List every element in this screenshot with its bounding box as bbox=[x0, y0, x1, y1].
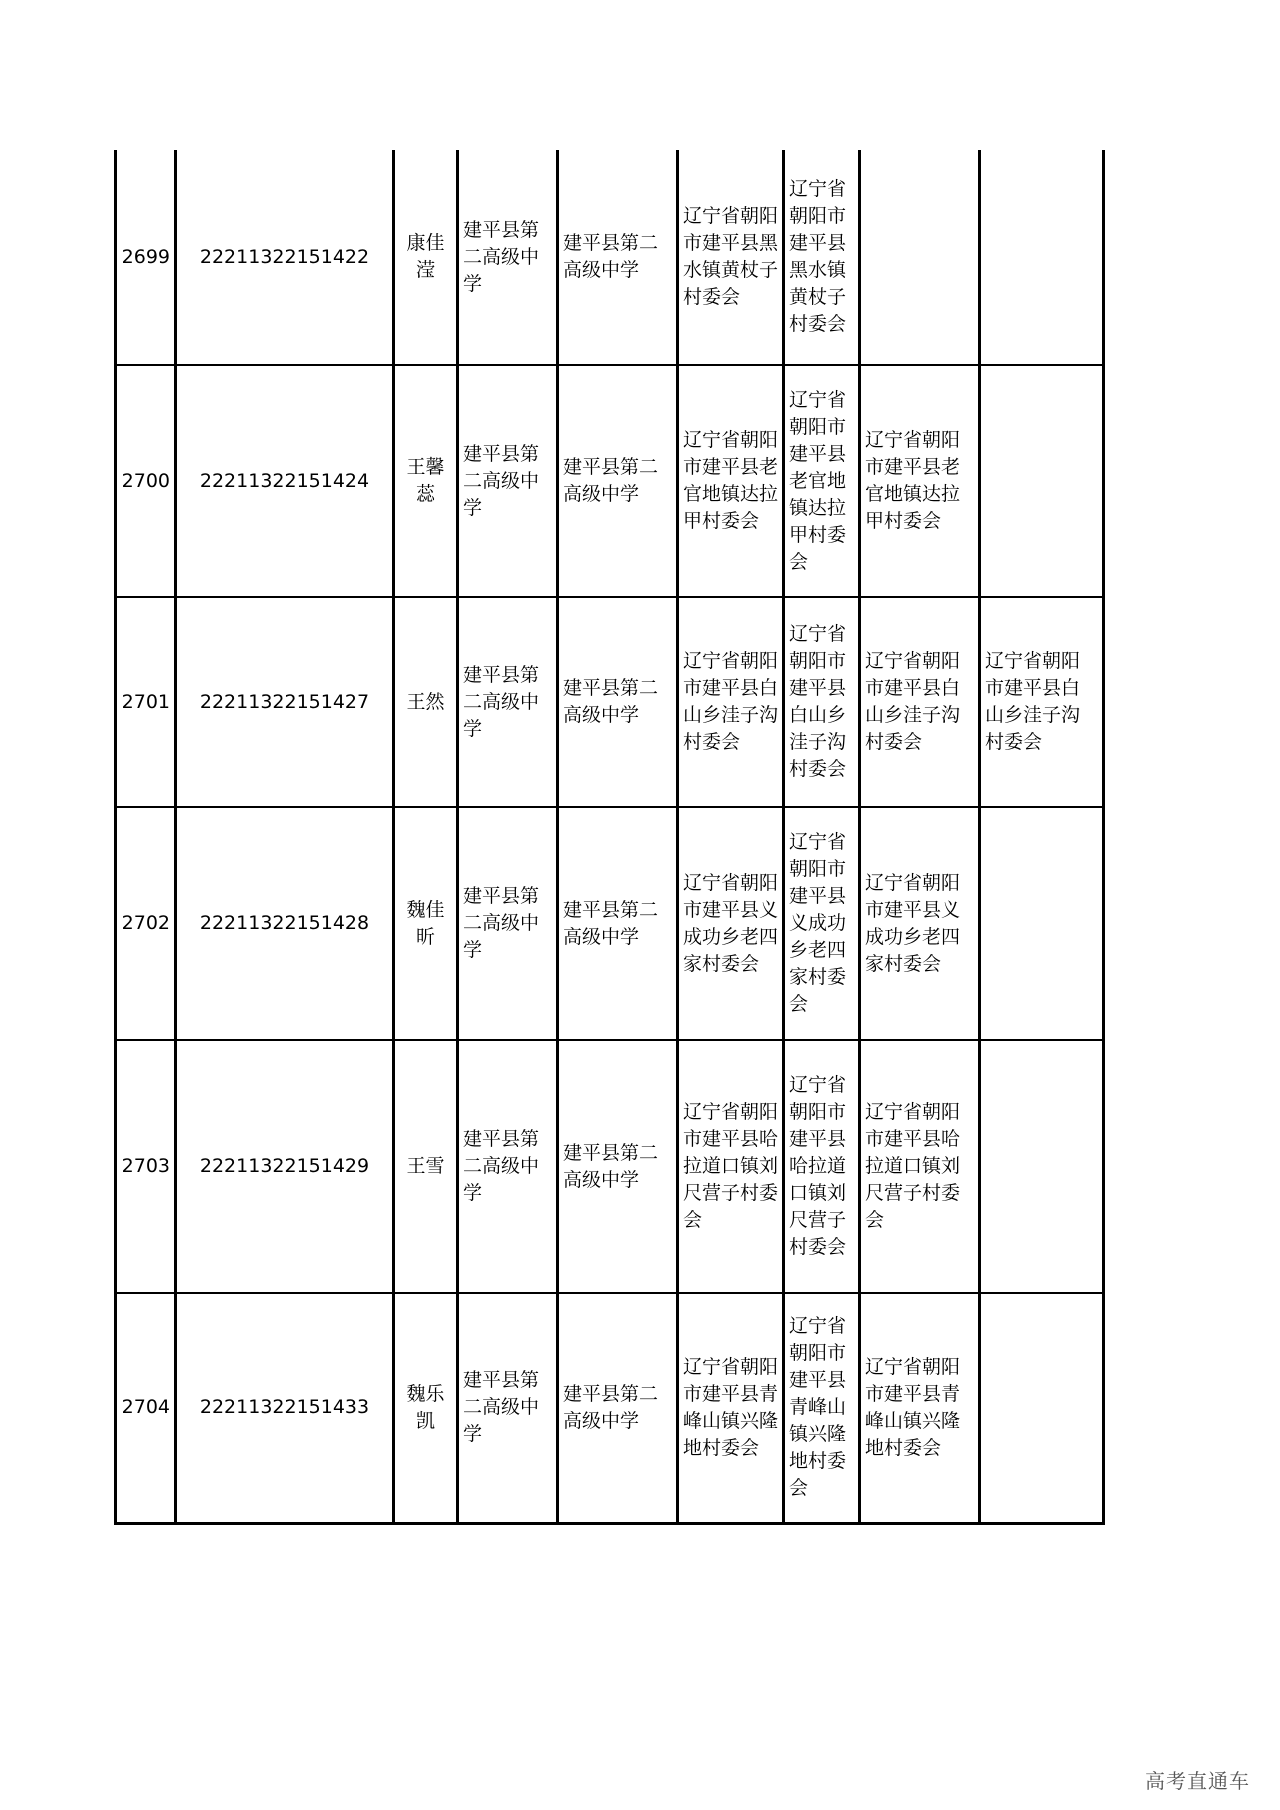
exam-number: 22211322151429 bbox=[176, 1040, 394, 1293]
address-1: 辽宁省朝阳市建平县青峰山镇兴隆地村委会 bbox=[678, 1293, 784, 1523]
address-4 bbox=[980, 807, 1104, 1040]
row-index: 2700 bbox=[116, 365, 176, 597]
student-name: 魏佳昕 bbox=[394, 807, 458, 1040]
school-name-2: 建平县第二高级中学 bbox=[558, 365, 678, 597]
address-4 bbox=[980, 150, 1104, 365]
watermark-text: 高考直通车 bbox=[1145, 1769, 1250, 1793]
student-name: 康佳滢 bbox=[394, 150, 458, 365]
address-2: 辽宁省朝阳市建平县黑水镇黄杖子村委会 bbox=[784, 150, 860, 365]
school-name: 建平县第二高级中学 bbox=[458, 597, 558, 807]
school-name: 建平县第二高级中学 bbox=[458, 807, 558, 1040]
address-3: 辽宁省朝阳市建平县青峰山镇兴隆地村委会 bbox=[860, 1293, 980, 1523]
address-3: 辽宁省朝阳市建平县哈拉道口镇刘尺营子村委会 bbox=[860, 1040, 980, 1293]
school-name: 建平县第二高级中学 bbox=[458, 1040, 558, 1293]
address-3: 辽宁省朝阳市建平县老官地镇达拉甲村委会 bbox=[860, 365, 980, 597]
address-1: 辽宁省朝阳市建平县义成功乡老四家村委会 bbox=[678, 807, 784, 1040]
row-index: 2703 bbox=[116, 1040, 176, 1293]
address-3 bbox=[860, 150, 980, 365]
school-name: 建平县第二高级中学 bbox=[458, 150, 558, 365]
school-name-2: 建平县第二高级中学 bbox=[558, 1293, 678, 1523]
address-4 bbox=[980, 365, 1104, 597]
student-name: 王雪 bbox=[394, 1040, 458, 1293]
table-row bbox=[116, 807, 1104, 1040]
student-name: 王馨蕊 bbox=[394, 365, 458, 597]
address-1: 辽宁省朝阳市建平县黑水镇黄杖子村委会 bbox=[678, 150, 784, 365]
exam-number: 22211322151424 bbox=[176, 365, 394, 597]
student-list-table bbox=[114, 150, 1105, 1525]
address-2: 辽宁省朝阳市建平县哈拉道口镇刘尺营子村委会 bbox=[784, 1040, 860, 1293]
row-index: 2704 bbox=[116, 1293, 176, 1523]
school-name-2: 建平县第二高级中学 bbox=[558, 597, 678, 807]
exam-number: 22211322151427 bbox=[176, 597, 394, 807]
school-name-2: 建平县第二高级中学 bbox=[558, 150, 678, 365]
address-4 bbox=[980, 1040, 1104, 1293]
table-row bbox=[116, 597, 1104, 807]
school-name-2: 建平县第二高级中学 bbox=[558, 1040, 678, 1293]
table-row bbox=[116, 1293, 1104, 1523]
school-name: 建平县第二高级中学 bbox=[458, 365, 558, 597]
address-2: 辽宁省朝阳市建平县义成功乡老四家村委会 bbox=[784, 807, 860, 1040]
school-name-2: 建平县第二高级中学 bbox=[558, 807, 678, 1040]
address-3: 辽宁省朝阳市建平县义成功乡老四家村委会 bbox=[860, 807, 980, 1040]
address-3: 辽宁省朝阳市建平县白山乡洼子沟村委会 bbox=[860, 597, 980, 807]
table-row bbox=[116, 150, 1104, 365]
table-row bbox=[116, 1040, 1104, 1293]
address-1: 辽宁省朝阳市建平县哈拉道口镇刘尺营子村委会 bbox=[678, 1040, 784, 1293]
exam-number: 22211322151433 bbox=[176, 1293, 394, 1523]
row-index: 2702 bbox=[116, 807, 176, 1040]
table-row bbox=[116, 365, 1104, 597]
address-4: 辽宁省朝阳市建平县白山乡洼子沟村委会 bbox=[980, 597, 1104, 807]
row-index: 2699 bbox=[116, 150, 176, 365]
address-2: 辽宁省朝阳市建平县青峰山镇兴隆地村委会 bbox=[784, 1293, 860, 1523]
address-1: 辽宁省朝阳市建平县老官地镇达拉甲村委会 bbox=[678, 365, 784, 597]
student-name: 王然 bbox=[394, 597, 458, 807]
exam-number: 22211322151422 bbox=[176, 150, 394, 365]
address-2: 辽宁省朝阳市建平县老官地镇达拉甲村委会 bbox=[784, 365, 860, 597]
school-name: 建平县第二高级中学 bbox=[458, 1293, 558, 1523]
student-name: 魏乐凯 bbox=[394, 1293, 458, 1523]
address-4 bbox=[980, 1293, 1104, 1523]
row-index: 2701 bbox=[116, 597, 176, 807]
address-1: 辽宁省朝阳市建平县白山乡洼子沟村委会 bbox=[678, 597, 784, 807]
address-2: 辽宁省朝阳市建平县白山乡洼子沟村委会 bbox=[784, 597, 860, 807]
exam-number: 22211322151428 bbox=[176, 807, 394, 1040]
